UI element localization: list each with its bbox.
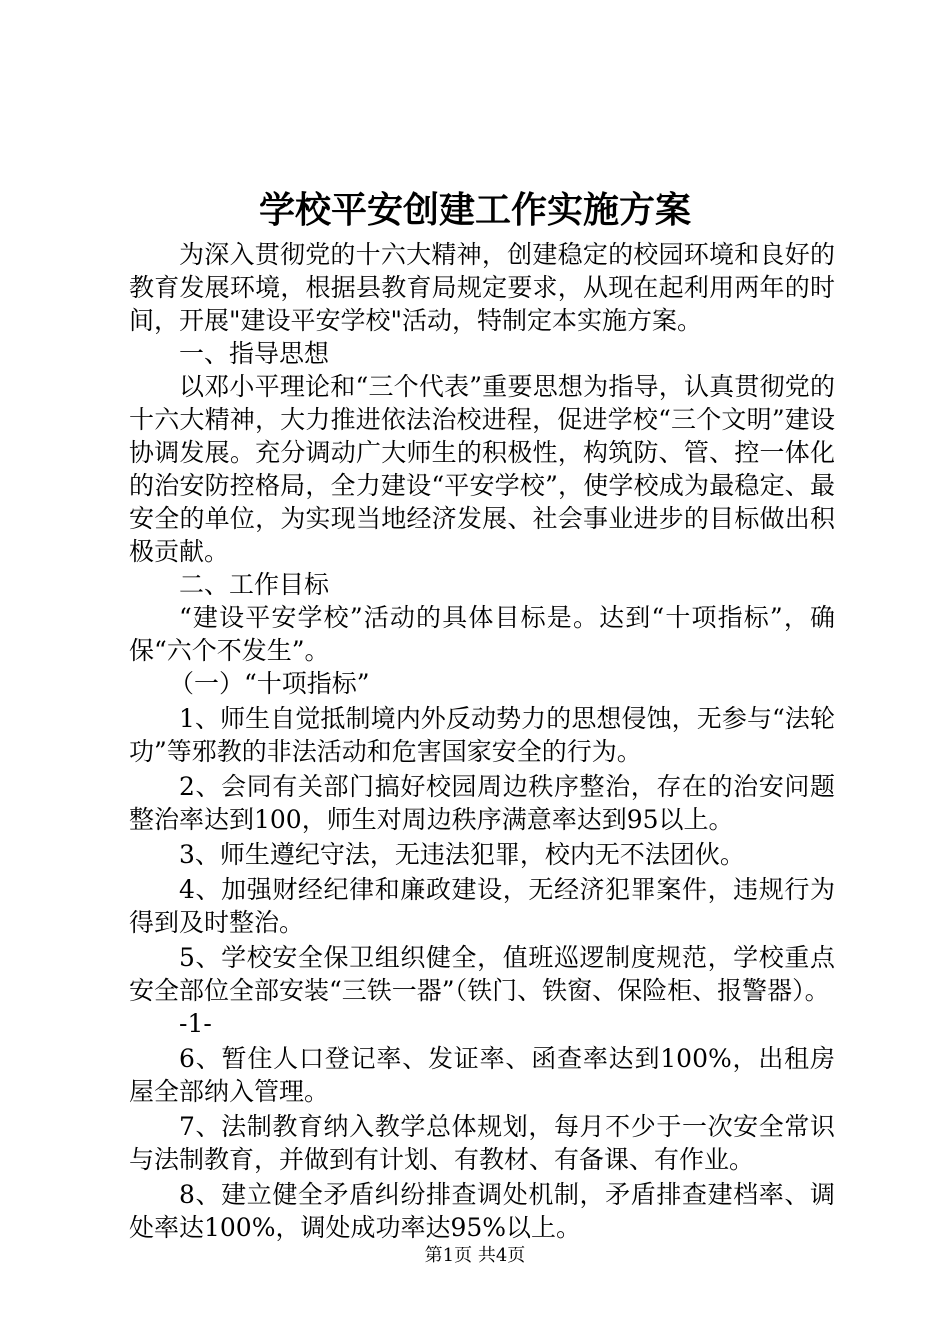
intro-paragraph: 为深入贯彻党的十六大精神，创建稳定的校园环境和良好的教育发展环境，根据县教育局规定要求，从现在起利用两年的时间，开展"建设平安学校"活动，特制定本实施方案。	[129, 240, 835, 335]
document-title: 学校平安创建工作实施方案	[258, 189, 691, 231]
indicator-item-5: 5、学校安全保卫组织健全，值班巡逻制度规范，学校重点安全部位全部安装“三铁一器”（铁门、铁窗、保险柜、报警器）。	[129, 943, 835, 1005]
indicator-item-4: 4、加强财经纪律和廉政建设，无经济犯罪案件，违规行为得到及时整治。	[129, 875, 835, 937]
page-footer: 第1页 共4页	[424, 1245, 526, 1266]
subsection-heading-ten-indicators: （一）“十项指标”	[169, 669, 370, 698]
indicator-item-7: 7、法制教育纳入教学总体规划，每月不少于一次安全常识与法制教育，并做到有计划、有教材、有备课、有作业。	[129, 1112, 835, 1174]
document-body	[129, 238, 835, 1244]
indicator-item-8: 8、建立健全矛盾纠纷排查调处机制，矛盾排查建档率、调处率达100%，调处成功率达95%以上。	[129, 1180, 835, 1242]
indicator-item-6: 6、暂住人口登记率、发证率、函查率达到100%，出租房屋全部纳入管理。	[129, 1044, 835, 1106]
section-heading-work-goals: 二、工作目标	[179, 570, 330, 599]
indicator-item-3: 3、师生遵纪守法，无违法犯罪，校内无不法团伙。	[179, 840, 745, 869]
indicator-item-2: 2、会同有关部门搞好校园周边秩序整治，存在的治安问题整治率达到100，师生对周边秩序满意率达到95以上。	[129, 772, 835, 834]
inline-page-marker: -1-	[179, 1009, 212, 1038]
work-goals-paragraph: “建设平安学校”活动的具体目标是。达到“十项指标”，确保“六个不发生”。	[129, 603, 835, 665]
guiding-ideology-paragraph: 以邓小平理论和“三个代表”重要思想为指导，认真贯彻党的十六大精神，大力推进依法治校进程，促进学校“三个文明”建设协调发展。充分调动广大师生的积极性，构筑防、管、控一体化的治安防控格局，全力建设“平安学校”，使学校成为最稳定、最安全的单位，为实现当地经济发展、社会事业进步的目标做出积极贡献。	[129, 372, 835, 566]
section-heading-guiding-ideology: 一、指导思想	[179, 339, 330, 368]
indicator-item-1: 1、师生自觉抵制境内外反动势力的思想侵蚀，无参与“法轮功”等邪教的非法活动和危害国家安全的行为。	[129, 704, 835, 766]
